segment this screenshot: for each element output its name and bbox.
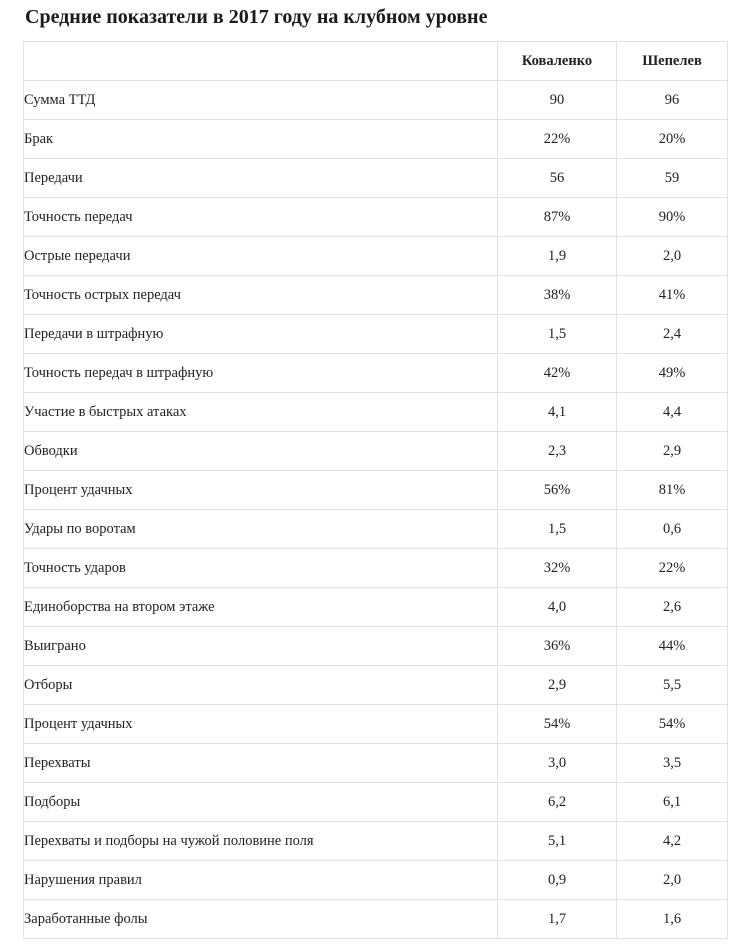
page-title: Средние показатели в 2017 году на клубном уровне [25, 6, 488, 28]
cell-kovalenko: 1,9 [498, 237, 617, 276]
table-row [24, 315, 728, 354]
row-label: Сумма ТТД [24, 81, 498, 120]
row-label: Точность передач в штрафную [24, 354, 498, 393]
table-row [24, 159, 728, 198]
row-label: Выиграно [24, 627, 498, 666]
table-row [24, 393, 728, 432]
cell-kovalenko: 54% [498, 705, 617, 744]
cell-kovalenko: 4,0 [498, 588, 617, 627]
cell-shepelev: 54% [617, 705, 728, 744]
cell-kovalenko: 22% [498, 120, 617, 159]
cell-shepelev: 2,6 [617, 588, 728, 627]
table-row [24, 354, 728, 393]
table-header-row [24, 42, 728, 81]
row-label: Точность передач [24, 198, 498, 237]
row-label: Точность острых передач [24, 276, 498, 315]
cell-shepelev: 2,0 [617, 861, 728, 900]
cell-shepelev: 2,0 [617, 237, 728, 276]
cell-kovalenko: 4,1 [498, 393, 617, 432]
column-header-metric [24, 42, 498, 81]
table-body [24, 81, 728, 939]
row-label: Отборы [24, 666, 498, 705]
cell-shepelev: 20% [617, 120, 728, 159]
row-label: Точность ударов [24, 549, 498, 588]
table-row [24, 588, 728, 627]
cell-shepelev: 5,5 [617, 666, 728, 705]
cell-kovalenko: 36% [498, 627, 617, 666]
cell-kovalenko: 1,5 [498, 510, 617, 549]
cell-shepelev: 0,6 [617, 510, 728, 549]
cell-kovalenko: 56 [498, 159, 617, 198]
table-row [24, 549, 728, 588]
cell-kovalenko: 42% [498, 354, 617, 393]
table-row [24, 198, 728, 237]
table-row [24, 627, 728, 666]
row-label: Процент удачных [24, 705, 498, 744]
row-label: Удары по воротам [24, 510, 498, 549]
cell-kovalenko: 2,3 [498, 432, 617, 471]
row-label: Подборы [24, 783, 498, 822]
table-row [24, 510, 728, 549]
row-label: Участие в быстрых атаках [24, 393, 498, 432]
cell-kovalenko: 5,1 [498, 822, 617, 861]
cell-shepelev: 3,5 [617, 744, 728, 783]
row-label: Брак [24, 120, 498, 159]
row-label: Перехваты [24, 744, 498, 783]
cell-kovalenko: 2,9 [498, 666, 617, 705]
table-row [24, 276, 728, 315]
cell-kovalenko: 3,0 [498, 744, 617, 783]
cell-shepelev: 90% [617, 198, 728, 237]
table-row [24, 432, 728, 471]
cell-shepelev: 6,1 [617, 783, 728, 822]
cell-kovalenko: 1,7 [498, 900, 617, 939]
cell-shepelev: 22% [617, 549, 728, 588]
cell-shepelev: 96 [617, 81, 728, 120]
cell-shepelev: 81% [617, 471, 728, 510]
table-row [24, 705, 728, 744]
cell-shepelev: 4,4 [617, 393, 728, 432]
row-label: Нарушения правил [24, 861, 498, 900]
table-row [24, 861, 728, 900]
cell-shepelev: 49% [617, 354, 728, 393]
row-label: Острые передачи [24, 237, 498, 276]
cell-shepelev: 1,6 [617, 900, 728, 939]
cell-kovalenko: 87% [498, 198, 617, 237]
cell-shepelev: 44% [617, 627, 728, 666]
cell-kovalenko: 38% [498, 276, 617, 315]
cell-shepelev: 4,2 [617, 822, 728, 861]
table-row [24, 120, 728, 159]
table-row [24, 471, 728, 510]
cell-kovalenko: 0,9 [498, 861, 617, 900]
column-header-shepelev: Шепелев [617, 42, 728, 81]
row-label: Процент удачных [24, 471, 498, 510]
table-row [24, 237, 728, 276]
cell-shepelev: 41% [617, 276, 728, 315]
row-label: Заработанные фолы [24, 900, 498, 939]
cell-shepelev: 2,9 [617, 432, 728, 471]
column-header-kovalenko: Коваленко [498, 42, 617, 81]
row-label: Передачи [24, 159, 498, 198]
row-label: Передачи в штрафную [24, 315, 498, 354]
table-row [24, 822, 728, 861]
cell-kovalenko: 6,2 [498, 783, 617, 822]
row-label: Обводки [24, 432, 498, 471]
cell-kovalenko: 90 [498, 81, 617, 120]
table-row [24, 900, 728, 939]
table-row [24, 81, 728, 120]
cell-kovalenko: 56% [498, 471, 617, 510]
row-label: Единоборства на втором этаже [24, 588, 498, 627]
cell-shepelev: 2,4 [617, 315, 728, 354]
row-label: Перехваты и подборы на чужой половине поля [24, 822, 498, 861]
table-row [24, 783, 728, 822]
table-row [24, 744, 728, 783]
cell-shepelev: 59 [617, 159, 728, 198]
table-row [24, 666, 728, 705]
cell-kovalenko: 1,5 [498, 315, 617, 354]
stats-table [23, 41, 728, 939]
cell-kovalenko: 32% [498, 549, 617, 588]
